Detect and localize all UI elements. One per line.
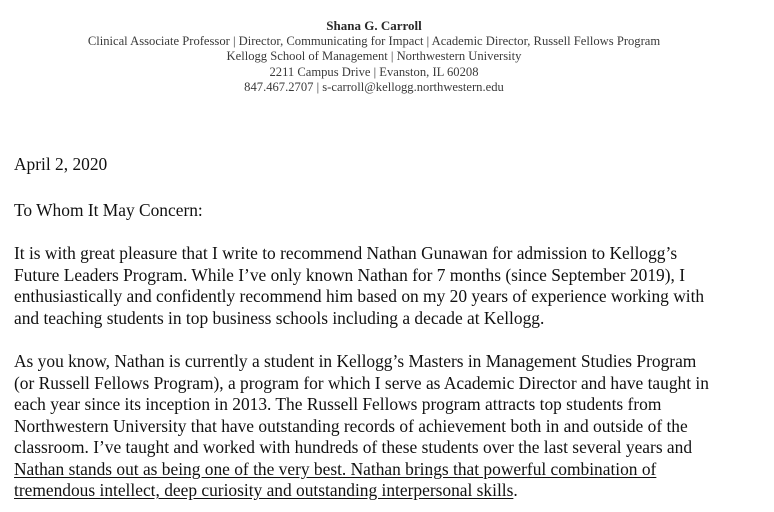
mailing-address: 2211 Campus Drive | Evanston, IL 60208 <box>269 64 479 79</box>
paragraph-line: As you know, Nathan is currently a student in Kellogg’s Masters in Management Studies Program <box>14 351 697 371</box>
paragraph-line: classroom. I’ve taught and worked with hundreds of these students over the last several years and <box>14 437 693 457</box>
author-name: Shana G. Carroll <box>326 18 422 33</box>
letter-date: April 2, 2020 <box>14 154 108 174</box>
salutation: To Whom It May Concern: <box>14 200 203 220</box>
sentence-end: . <box>513 480 518 500</box>
underlined-text: Nathan stands out as being one of the very best. Nathan brings that powerful combination of <box>14 458 657 479</box>
paragraph-line <box>14 459 774 481</box>
paragraph-line: (or Russell Fellows Program), a program for which I serve as Academic Director and have taught in <box>14 372 709 393</box>
school-affiliation: Kellogg School of Management | Northwestern University <box>226 49 522 64</box>
paragraph-line: enthusiastically and confidently recommend him based on my 20 years of experience working with <box>14 286 705 306</box>
paragraph-line: and teaching students in top business schools including a decade at Kellogg. <box>14 307 545 328</box>
paragraph-line <box>14 480 774 502</box>
paragraph-line: Future Leaders Program. While I’ve only known Nathan for 7 months (since September 2019), I <box>14 264 685 285</box>
underlined-text: tremendous intellect, deep curiosity and outstanding interpersonal skills <box>14 480 514 500</box>
paragraph-line: each year since its inception in 2013. The Russell Fellows program attracts top students from <box>14 394 662 414</box>
paragraph-1 <box>14 243 774 329</box>
letterhead <box>0 18 748 96</box>
paragraph-line: Northwestern University that have outstanding records of achievement both in and outside of the <box>14 415 688 436</box>
author-titles: Clinical Associate Professor | Director, Communicating for Impact | Academic Director, Russell Fellows Program <box>87 33 661 48</box>
paragraph-line: It is with great pleasure that I write to recommend Nathan Gunawan for admission to Kellogg’s <box>14 243 678 263</box>
contact-info: 847.467.2707 | s-carroll@kellogg.northwestern.edu <box>244 80 504 95</box>
paragraph-2 <box>14 351 774 502</box>
